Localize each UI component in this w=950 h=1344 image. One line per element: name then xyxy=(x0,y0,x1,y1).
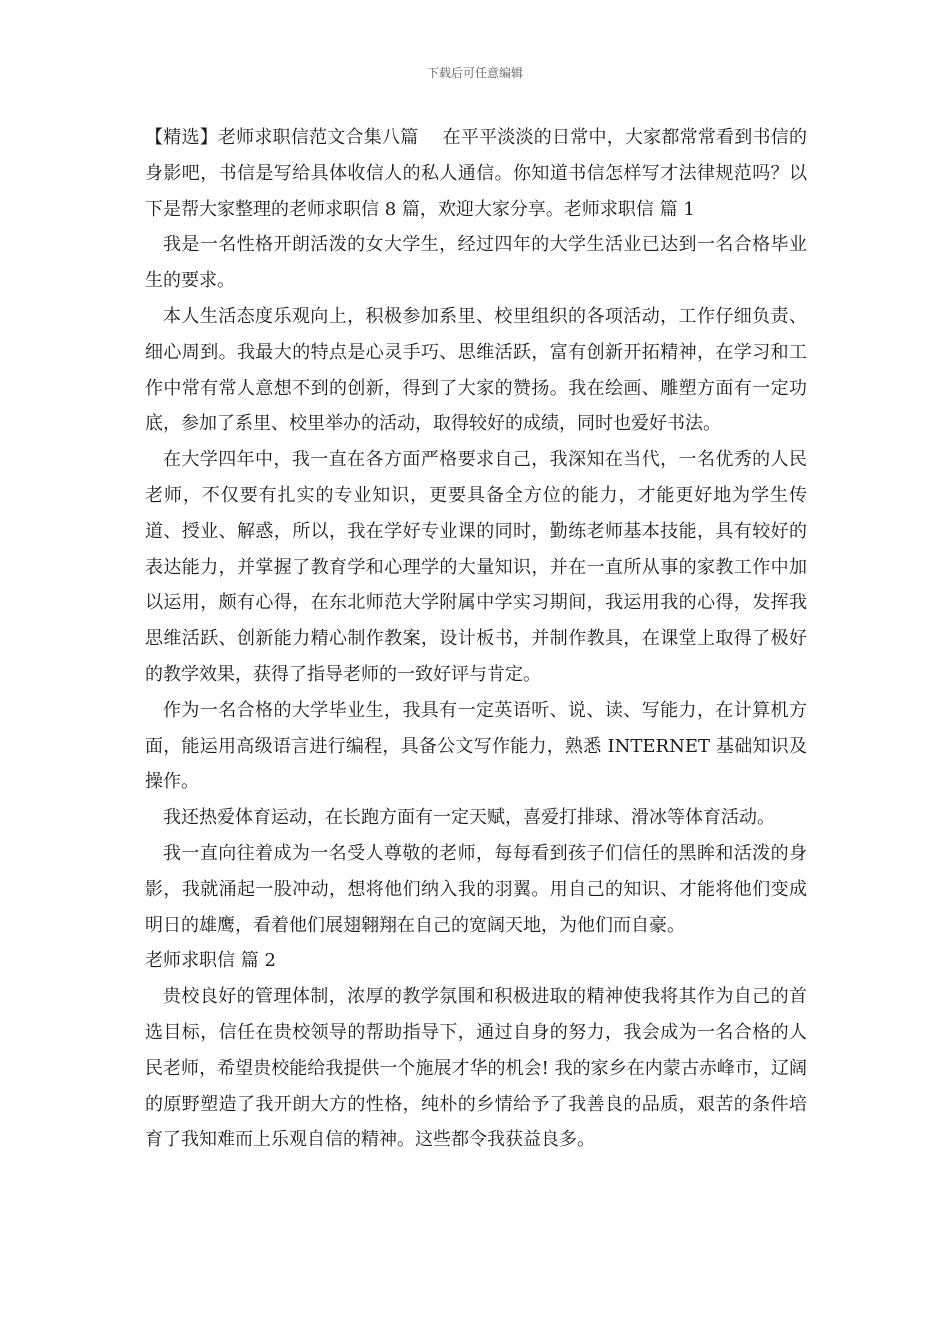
page-header-note: 下载后可任意编辑 xyxy=(426,66,523,80)
intro-paragraph: 【精选】老师求职信范文合集八篇 在平平淡淡的日常中，大家都常常看到书信的身影吧，书信是写给具体收信人的私人通信。你知道书信怎样写才法律规范吗？以下是帮大家整理的老师求职信 8 篇，欢迎大家分享。老师求职信 篇 1 xyxy=(145,127,807,220)
paragraph: 我一直向往着成为一名受人尊敬的老师，每每看到孩子们信任的黑眸和活泼的身影，我就涌起一股冲动，想将他们纳入我的羽翼。用自己的知识、才能将他们变成明日的雄鹰，看着他们展翅翱翔在自己的宽阔天地，为他们而自豪。 xyxy=(145,842,807,936)
paragraph: 在大学四年中，我一直在各方面严格要求自己，我深知在当代，一名优秀的人民老师，不仅要有扎实的专业知识，更要具备全方位的能力，才能更好地为学生传道、授业、解惑，所以，我在学好专业课的同时，勤练老师基本技能，具有较好的表达能力，并掌握了教育学和心理学的大量知识，并在一直所从事的家教工作中加以运用，颇有心得，在东北师范大学附属中学实习期间，我运用我的心得，发挥我思维活跃、创新能力精心制作教案，设计板书，并制作教具，在课堂上取得了极好的教学效果，获得了指导老师的一致好评与肯定。 xyxy=(145,449,807,685)
document-body xyxy=(145,120,807,1158)
paragraph: 本人生活态度乐观向上，积极参加系里、校里组织的各项活动，工作仔细负责、细心周到。我最大的特点是心灵手巧、思维活跃，富有创新开拓精神，在学习和工作中常有常人意想不到的创新，得到了大家的赞扬。我在绘画、雕塑方面有一定功底，参加了系里、校里举办的活动，取得较好的成绩，同时也爱好书法。 xyxy=(145,305,807,435)
section-heading: 老师求职信 篇 2 xyxy=(145,950,276,972)
paragraph: 我还热爱体育运动，在长跑方面有一定天赋，喜爱打排球、滑冰等体育活动。 xyxy=(163,807,775,829)
paragraph: 贵校良好的管理体制，浓厚的教学氛围和积极进取的精神使我将其作为自己的首选目标，信任在贵校领导的帮助指导下，通过自身的努力，我会成为一名合格的人民老师，希望贵校能给我提供一个施展才华的机会! 我的家乡在内蒙古赤峰市，辽阔的原野塑造了我开朗大方的性格，纯朴的乡情给予了我善良的品质，艰苦的条件培育了我知难而上乐观自信的精神。这些都令我获益良多。 xyxy=(145,986,807,1151)
paragraph: 作为一名合格的大学毕业生，我具有一定英语听、说、读、写能力，在计算机方面，能运用高级语言进行编程，具备公文写作能力，熟悉 INTERNET 基础知识及操作。 xyxy=(145,699,807,793)
paragraph: 我是一名性格开朗活泼的女大学生，经过四年的大学生活业已达到一名合格毕业生的要求。 xyxy=(145,234,807,292)
